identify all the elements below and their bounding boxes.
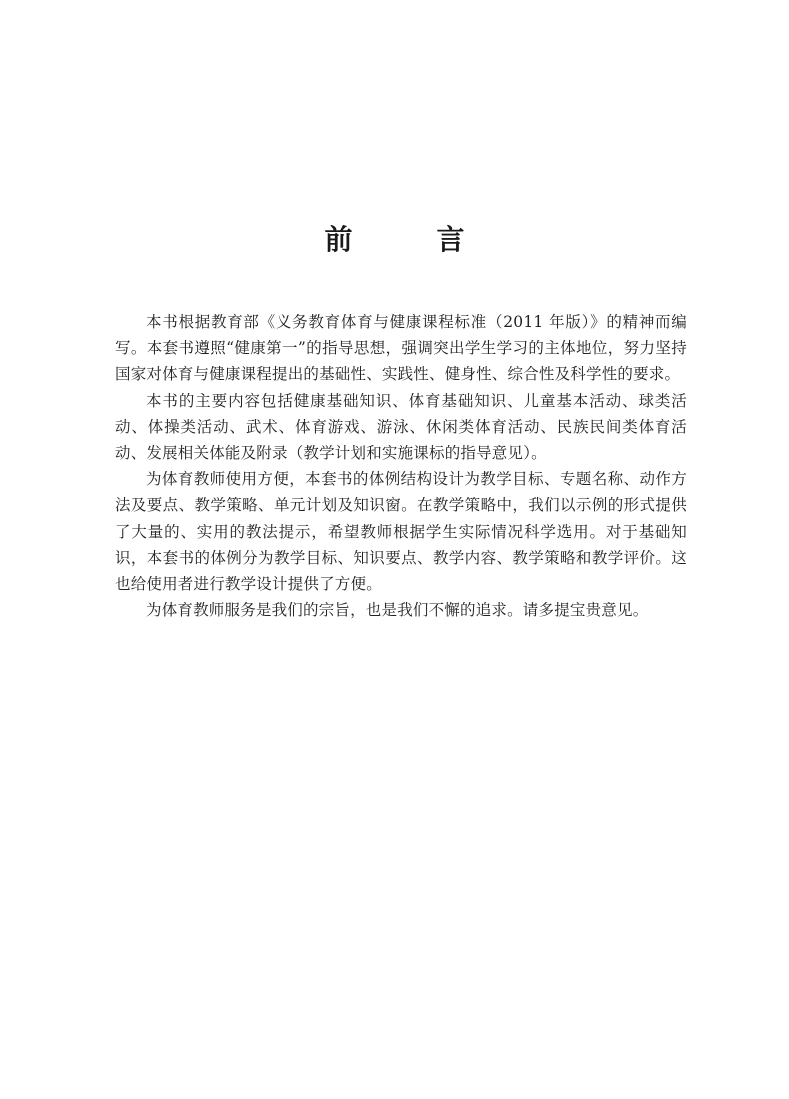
paragraph-3: 为体育教师使用方便，本套书的体例结构设计为教学目标、专题名称、动作方法及要点、教学策略、单元计划及知识窗。在教学策略中，我们以示例的形式提供了大量的、实用的教法提示，希望教师根据学生实际情况科学选用。对于基础知识，本套书的体例分为教学目标、知识要点、教学内容、教学策略和教学评价。这也给使用者进行教学设计提供了方便。 [115, 470, 687, 594]
paragraph-4: 为体育教师服务是我们的宗旨，也是我们不懈的追求。请多提宝贵意见。 [146, 601, 649, 620]
preface-body [115, 309, 687, 623]
paragraph-1: 本书根据教育部《义务教育体育与健康课程标准（2011 年版）》的精神而编写。本套书遵照“健康第一”的指导思想，强调突出学生学习的主体地位，努力坚持国家对体育与健康课程提出的基础性、实践性、健身性、综合性及科学性的要求。 [115, 313, 687, 384]
page-title: 前 言 [324, 223, 493, 256]
paragraph-2: 本书的主要内容包括健康基础知识、体育基础知识、儿童基本活动、球类活动、体操类活动、武术、体育游戏、游泳、休闲类体育活动、民族民间类体育活动、发展相关体能及附录（教学计划和实施课标的指导意见）。 [115, 391, 687, 463]
